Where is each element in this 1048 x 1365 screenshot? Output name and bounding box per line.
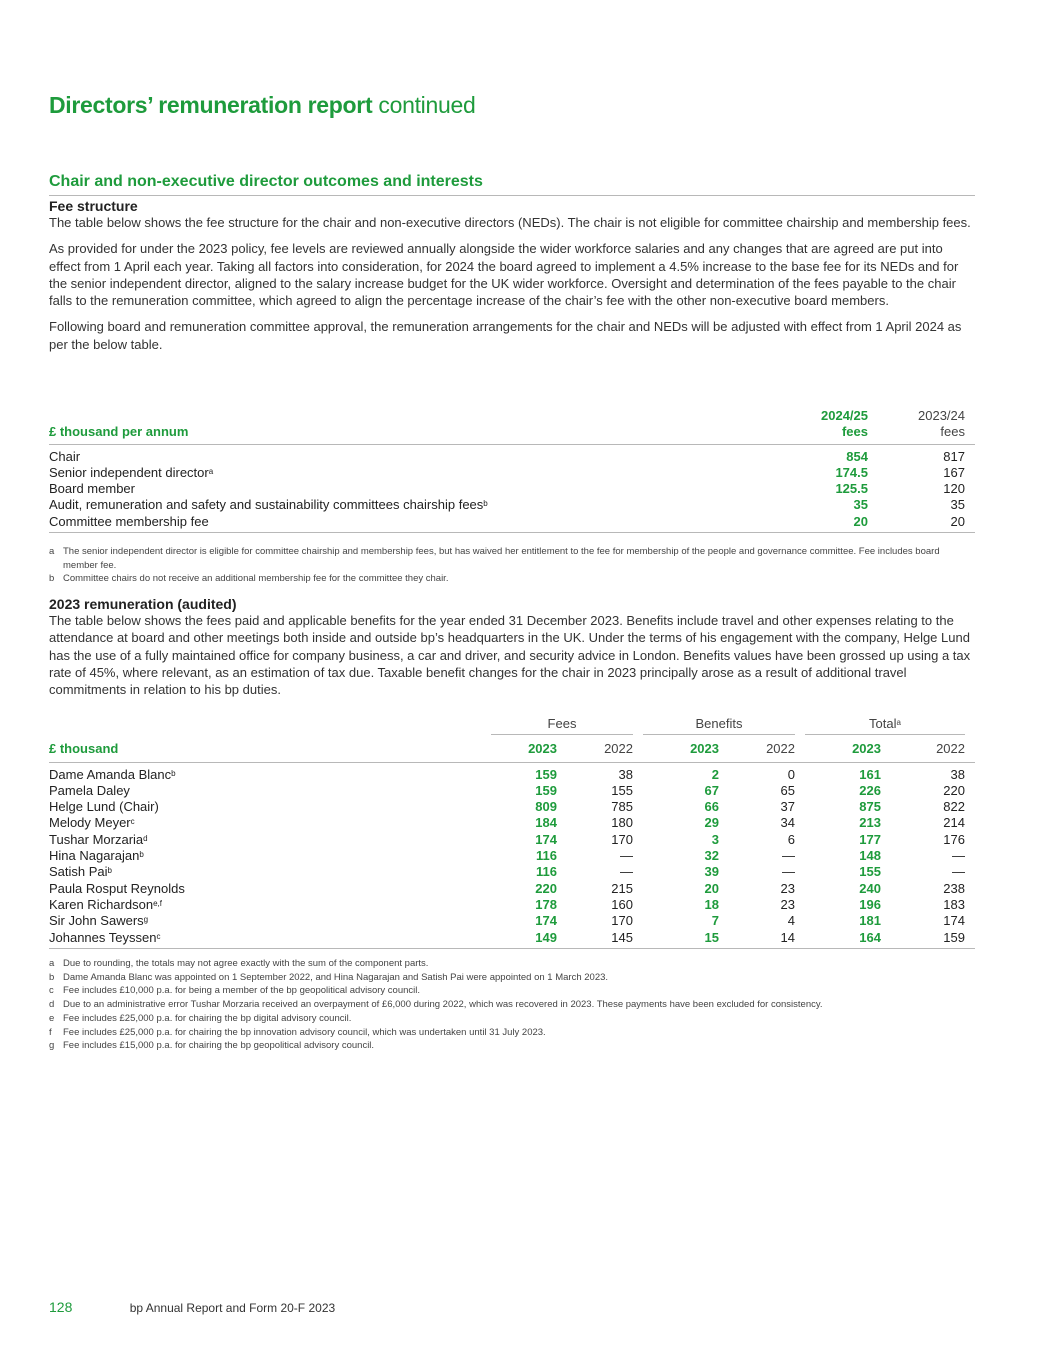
- value-f23: 178: [535, 896, 557, 912]
- fee-table-row: [49, 497, 975, 513]
- fee-row-label-text: Board member: [49, 481, 135, 497]
- page-number: 128: [49, 1299, 73, 1315]
- fee-row-2023: 20: [868, 514, 965, 533]
- director-name: [49, 930, 491, 949]
- director-footnote-ref: c: [130, 817, 135, 827]
- remuneration-row: [49, 864, 975, 880]
- director-name-text: Sir John Sawers: [49, 913, 144, 929]
- fee-structure-intro: [49, 198, 975, 362]
- remuneration-row: [49, 832, 975, 848]
- value-b23: 32: [704, 848, 719, 864]
- value-b22: 23: [780, 880, 795, 896]
- value-t23: 240: [859, 880, 881, 896]
- fee-row-label: [49, 465, 778, 481]
- value-b23: 15: [643, 930, 719, 949]
- value-f22: 180: [611, 815, 633, 831]
- value-f23: 184: [535, 815, 557, 831]
- fee-footnote-text: Committee chairs do not receive an additional membership fee for the committee they chair.: [63, 573, 449, 585]
- fee-structure-heading: Fee structure: [49, 198, 138, 214]
- value-t23: 181: [859, 913, 881, 929]
- director-name: [49, 897, 491, 913]
- value-t23: 226: [859, 782, 881, 798]
- director-name-text: Tushar Morzaria: [49, 831, 144, 847]
- remuneration-row: [49, 815, 975, 831]
- rem-col-benefits-2023: 2023: [690, 741, 719, 757]
- fee-footnote-key: b: [49, 573, 55, 585]
- fee-table-row: [49, 444, 975, 465]
- director-name-text: Pamela Daley: [49, 782, 130, 798]
- fee-notes: [49, 545, 975, 586]
- fee-col-2023-line2: fees: [940, 424, 965, 440]
- fee-paragraph-1: The table below shows the fee structure for the chair and non-executive directors (NEDs). The chair is not eligible for committee chairship and membership fees.: [49, 215, 971, 230]
- director-name: [49, 783, 491, 799]
- value-b23: 7: [711, 913, 719, 929]
- fee-row-2024: 125.5: [835, 481, 868, 497]
- remuneration-footnote-text: Due to rounding, the totals may not agree exactly with the sum of the component parts.: [63, 958, 429, 969]
- value-t23: 161: [859, 766, 881, 782]
- fee-row-label-text: Audit, remuneration and safety and sustainability committees chairship fees: [49, 497, 484, 513]
- remuneration-footnote-text: Due to an administrative error Tushar Morzaria received an overpayment of £6,000 during 2022, which was recovered in 2023. These payments have been excluded for consistency.: [63, 999, 823, 1011]
- group-benefits: Benefits: [643, 716, 795, 735]
- value-t23: 155: [859, 864, 881, 880]
- fee-table-row: [49, 465, 975, 481]
- director-name: [49, 815, 491, 831]
- director-footnote-ref: c: [156, 931, 161, 941]
- value-b22: —: [782, 848, 795, 864]
- value-b22: 65: [780, 782, 795, 798]
- remuneration-row: [49, 881, 975, 897]
- value-b23: 2: [711, 766, 719, 782]
- director-name-text: Satish Pai: [49, 864, 108, 880]
- fee-row-footnote-ref: b: [483, 499, 488, 509]
- group-fees: Fees: [491, 716, 633, 735]
- value-f22: 170: [611, 831, 633, 847]
- value-f23: 116: [536, 864, 557, 880]
- section-title: Chair and non-executive director outcomes and interests: [49, 173, 975, 196]
- value-b23: 39: [704, 864, 719, 880]
- value-f22: —: [620, 848, 633, 864]
- value-b22: 0: [787, 766, 795, 782]
- value-b23: 18: [704, 896, 719, 912]
- fee-footnote-key: a: [49, 546, 55, 557]
- fee-row-label: [49, 497, 778, 513]
- value-f22: 160: [611, 896, 633, 912]
- remuneration-row: [49, 799, 975, 815]
- remuneration-footnote-text: Dame Amanda Blanc was appointed on 1 September 2022, and Hina Nagarajan and Satish Pai were appointed on 1 March 2023.: [63, 971, 609, 983]
- remuneration-row: [49, 783, 975, 799]
- director-name: [49, 799, 491, 815]
- value-t22: 220: [943, 782, 965, 798]
- remuneration-row: [49, 897, 975, 913]
- director-name-text: Melody Meyer: [49, 815, 131, 831]
- remuneration-footnote: [49, 971, 975, 985]
- director-name-text: Hina Nagarajan: [49, 848, 140, 864]
- fee-paragraph-2: As provided for under the 2023 policy, fee levels are reviewed annually alongside the wider workforce salaries and any changes that are agreed are put into effect from 1 April each year. Taking all factors into consideration, for 2024 the board agreed to implement a 4.5% increase to the base fee for its NEDs and for the senior independent director, aligned to the salary increase budget for the UK wider workforce. Oversight and determination of the fees payable to the chair falls to the remuneration committee, which agreed to align the percentage increase of the chair’s fee with the other non-executive board members.: [49, 241, 959, 309]
- value-b22: —: [782, 864, 795, 880]
- group-total: [805, 716, 965, 735]
- value-f23: 116: [536, 848, 557, 864]
- fee-col-2024-line1: 2024/25: [821, 408, 868, 423]
- value-b23: 66: [704, 799, 719, 815]
- remuneration-footnote-text: Fee includes £10,000 p.a. for being a member of the bp geopolitical advisory council.: [63, 985, 420, 997]
- value-f23: 174: [535, 831, 557, 847]
- remuneration-footnote: [49, 1039, 975, 1053]
- rem-col-label: £ thousand: [49, 741, 119, 757]
- fee-row-label: [49, 444, 778, 465]
- page-title: [49, 92, 475, 119]
- value-t23: 213: [859, 815, 881, 831]
- remuneration-heading: 2023 remuneration (audited): [49, 596, 237, 612]
- remuneration-paragraph: The table below shows the fees paid and applicable benefits for the year ended 31 December 2023. Benefits include travel and other expenses relating to the attendance at board and other meetings both inside and outside bp’s headquarters in the UK. Under the terms of his engagement with the company, Helge Lund has the use of a fully maintained office for company business, a car and driver, and security advice in London. Benefits values have been grossed up using a tax rate of 45%, where relevant, as an estimation of tax due. Taxable benefit changes for the chair in 2023 principally arose as a result of additional travel commitments in relation to his bp duties.: [49, 613, 971, 698]
- remuneration-notes: [49, 957, 975, 1053]
- value-t23: 164: [805, 930, 881, 949]
- rem-col-fees-2022: 2022: [604, 741, 633, 757]
- director-name: [49, 848, 491, 864]
- page-title-light: continued: [378, 92, 476, 118]
- value-f23: 174: [535, 913, 557, 929]
- remuneration-footnote-key: a: [49, 958, 55, 969]
- value-f22: 155: [611, 782, 633, 798]
- value-b23: 3: [711, 831, 719, 847]
- director-name: [49, 832, 491, 848]
- rem-col-total-2023: 2023: [852, 741, 881, 757]
- value-t22: 174: [943, 913, 965, 929]
- value-b23: 20: [704, 880, 719, 896]
- value-f22: 145: [557, 930, 633, 949]
- fee-table-col-label: £ thousand per annum: [49, 424, 189, 440]
- remuneration-footnote-key: e: [49, 1012, 55, 1024]
- director-name: [49, 864, 491, 880]
- fee-row-label-text: Committee membership fee: [49, 513, 209, 529]
- fee-row-2023: 35: [950, 497, 965, 513]
- remuneration-footnote-text: Fee includes £25,000 p.a. for chairing the bp innovation advisory council, which was undertaken until 31 July 2023.: [63, 1026, 546, 1038]
- value-t22: 238: [943, 880, 965, 896]
- value-b23: 29: [704, 815, 719, 831]
- director-footnote-ref: e,f: [153, 898, 162, 908]
- remuneration-row: [49, 762, 975, 783]
- remuneration-footnote: [49, 1026, 975, 1040]
- director-name: [49, 913, 491, 929]
- fee-row-2024: 20: [778, 514, 868, 533]
- value-t23: 196: [859, 896, 881, 912]
- fee-row-2024: 854: [846, 448, 868, 464]
- fee-row-label: [49, 481, 778, 497]
- director-name-text: Dame Amanda Blanc: [49, 766, 172, 782]
- director-name: [49, 762, 491, 783]
- director-name-text: Paula Rosput Reynolds: [49, 880, 185, 896]
- fee-row-label: [49, 514, 778, 533]
- value-f23: 159: [535, 782, 557, 798]
- director-name-text: Karen Richardson: [49, 896, 154, 912]
- remuneration-row: [49, 930, 975, 949]
- remuneration-footnote-text: Fee includes £25,000 p.a. for chairing the bp digital advisory council.: [63, 1012, 352, 1024]
- fee-row-2023: 817: [943, 448, 965, 464]
- value-t23: 875: [859, 799, 881, 815]
- remuneration-footnote-key: f: [49, 1026, 52, 1038]
- fee-table-block: [49, 408, 975, 533]
- remuneration-footnote: [49, 957, 975, 971]
- fee-col-2024-line2: fees: [841, 424, 868, 440]
- value-f23: 159: [535, 766, 557, 782]
- value-f22: 785: [611, 799, 633, 815]
- fee-row-2023: 167: [943, 464, 965, 480]
- footer-text: bp Annual Report and Form 20-F 2023: [129, 1301, 336, 1315]
- fee-row-label-text: Senior independent director: [49, 464, 209, 480]
- fee-table-col-2023: [868, 408, 965, 444]
- fee-row-2023: 120: [943, 481, 965, 497]
- fee-row-label-text: Chair: [49, 448, 81, 464]
- remuneration-footnote: [49, 984, 975, 998]
- value-t22: 176: [943, 831, 965, 847]
- director-footnote-ref: b: [139, 850, 144, 860]
- fee-table-row: [49, 481, 975, 497]
- director-footnote-ref: b: [171, 768, 176, 778]
- value-b22: 23: [780, 896, 795, 912]
- remuneration-footnote: [49, 1012, 975, 1026]
- value-f23: 220: [535, 880, 557, 896]
- remuneration-footnote: [49, 998, 975, 1012]
- fee-footnote: [49, 545, 975, 572]
- fee-row-footnote-ref: a: [208, 466, 214, 476]
- remuneration-intro: [49, 596, 975, 707]
- fee-paragraph-3: Following board and remuneration committee approval, the remuneration arrangements for the chair and NEDs will be adjusted with effect from 1 April 2024 as per the below table.: [49, 319, 962, 352]
- rem-col-fees-2023: 2023: [528, 741, 557, 757]
- group-total-label: Total: [869, 716, 897, 731]
- fee-row-2024: 174.5: [835, 464, 868, 480]
- value-t23: 177: [859, 831, 881, 847]
- value-t22: —: [952, 864, 965, 880]
- remuneration-footnote-key: c: [49, 985, 54, 997]
- fee-table-row: [49, 514, 975, 533]
- value-b22: 6: [787, 831, 795, 847]
- value-b22: 14: [719, 930, 795, 949]
- fee-table-body: [49, 444, 975, 532]
- footer: [49, 1299, 335, 1315]
- director-name-text: Helge Lund (Chair): [49, 799, 159, 815]
- remuneration-table-body: [49, 762, 975, 948]
- remuneration-footnote-key: g: [49, 1040, 55, 1052]
- fee-row-2024: 35: [853, 497, 868, 513]
- director-footnote-ref: d: [143, 833, 148, 843]
- value-f23: 809: [535, 799, 557, 815]
- value-t22: 214: [943, 815, 965, 831]
- value-f22: —: [620, 864, 633, 880]
- director-footnote-ref: g: [143, 915, 149, 925]
- remuneration-table-block: [49, 716, 975, 949]
- value-b22: 4: [787, 913, 795, 929]
- rem-col-total-2022: 2022: [936, 741, 965, 757]
- value-f22: 215: [611, 880, 633, 896]
- remuneration-footnote-key: b: [49, 971, 55, 983]
- remuneration-table: [49, 716, 975, 949]
- rem-col-benefits-2022: 2022: [766, 741, 795, 757]
- fee-table-col-2024: [778, 408, 868, 444]
- director-name: [49, 881, 491, 897]
- remuneration-footnote-text: Fee includes £15,000 p.a. for chairing the bp geopolitical advisory council.: [63, 1040, 375, 1052]
- value-t22: 38: [950, 766, 965, 782]
- value-t22: 183: [943, 896, 965, 912]
- remuneration-row: [49, 848, 975, 864]
- group-total-sup: a: [896, 718, 901, 727]
- remuneration-row: [49, 913, 975, 929]
- value-f22: 170: [611, 913, 633, 929]
- value-b22: 37: [780, 799, 795, 815]
- director-footnote-ref: b: [107, 866, 112, 876]
- value-b22: 34: [780, 815, 795, 831]
- fee-col-2023-line1: 2023/24: [918, 408, 965, 423]
- director-name-text: Johannes Teyssen: [49, 929, 157, 945]
- fee-footnote-text: The senior independent director is eligible for committee chairship and membership fees, but has waived her entitlement to the fee for membership of the people and governance committee. Fee includes board member fee.: [63, 546, 940, 571]
- fee-table: [49, 408, 975, 533]
- fee-footnote: [49, 572, 975, 586]
- value-b23: 67: [704, 782, 719, 798]
- value-t22: 822: [943, 799, 965, 815]
- remuneration-footnote-key: d: [49, 999, 55, 1011]
- value-t22: 159: [881, 930, 965, 949]
- value-f23: 149: [491, 930, 557, 949]
- value-t22: —: [952, 848, 965, 864]
- value-t23: 148: [859, 848, 881, 864]
- value-f22: 38: [618, 766, 633, 782]
- page-title-bold: Directors’ remuneration report: [49, 92, 373, 118]
